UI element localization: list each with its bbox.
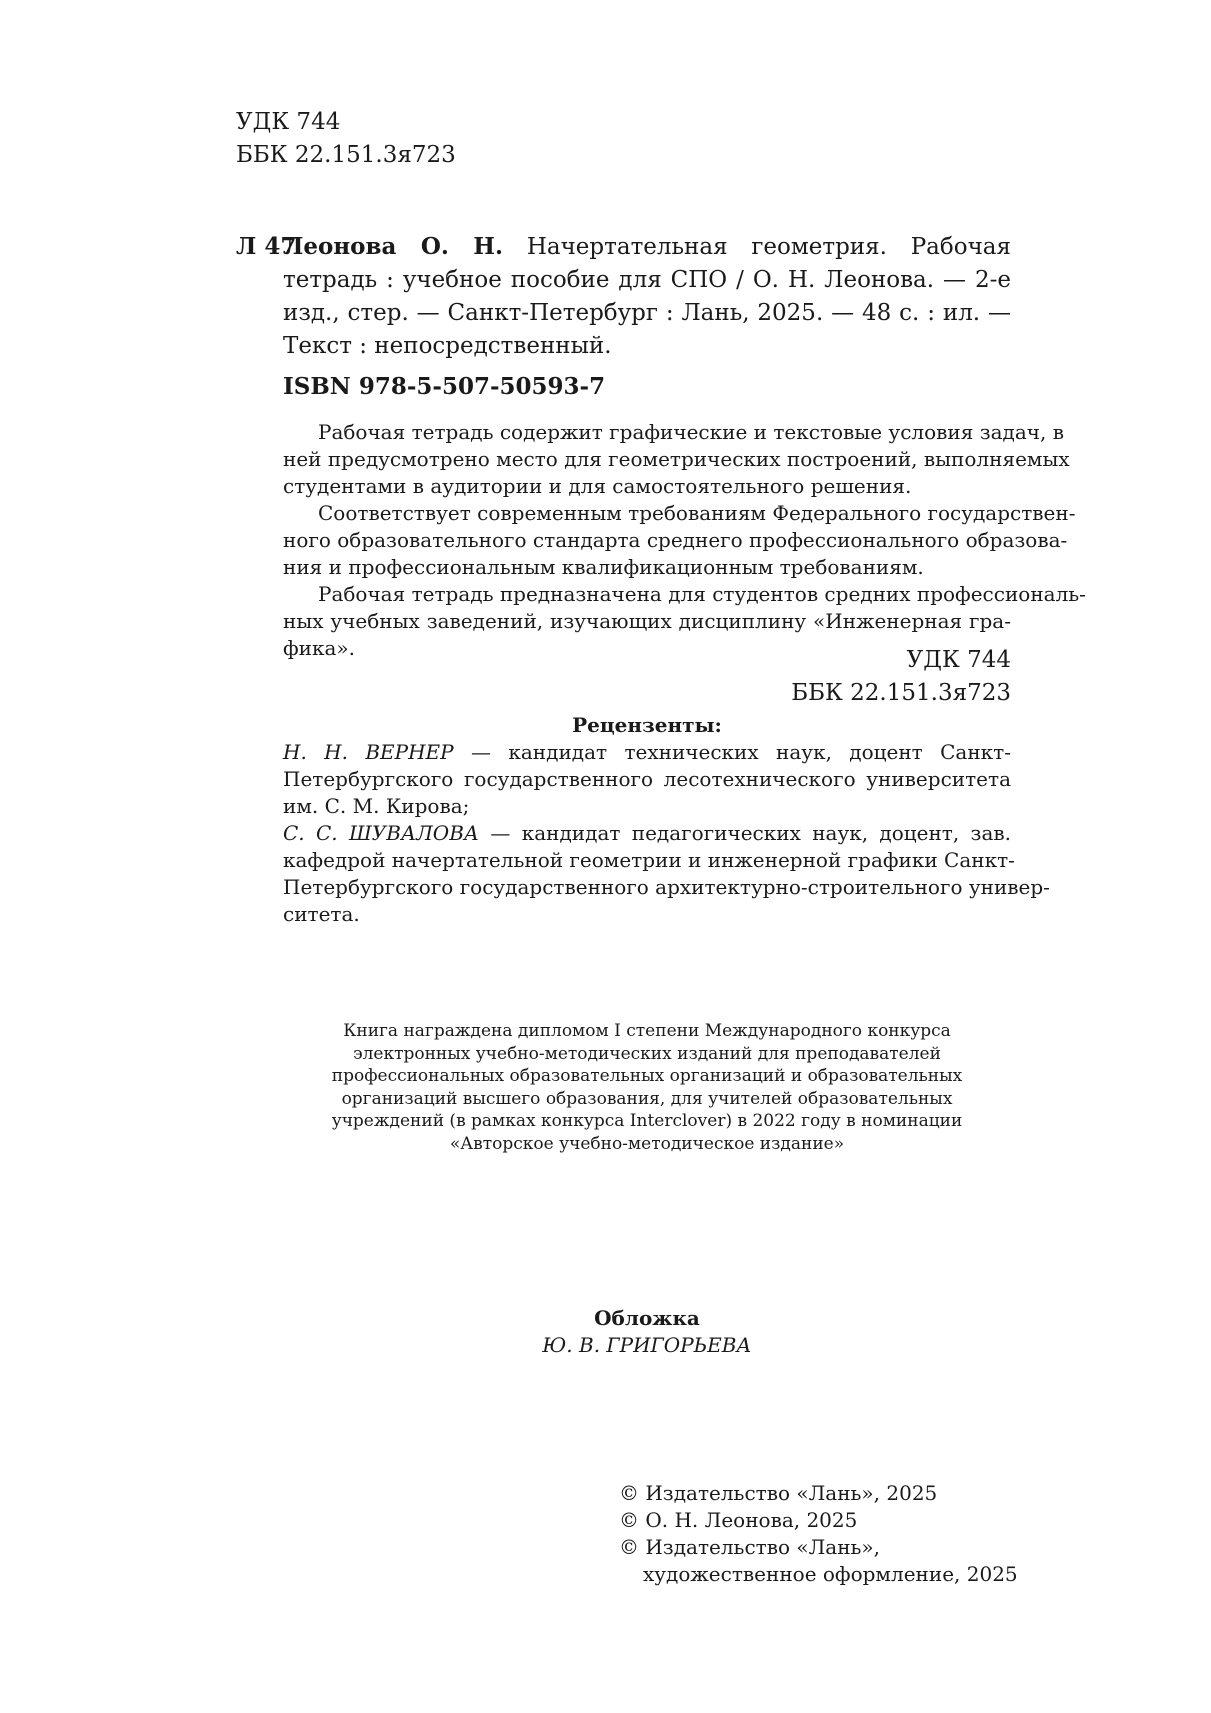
reviewers-title: Рецензенты: — [572, 713, 722, 737]
annotation-line: ных учебных заведений, изучающих дисциплину «Инженерная гра- — [283, 609, 1011, 633]
award-line: «Авторское учебно-методическое издание» — [449, 1133, 845, 1154]
annotation-line: Соответствует современным требованиям Федерального государствен- — [318, 501, 1076, 525]
annotation-line: ного образовательного стандарта среднего профессионального образова- — [283, 528, 1068, 552]
annotation-line: Рабочая тетрадь предназначена для студентов средних профессиональ- — [318, 582, 1086, 606]
award-note — [283, 1020, 1011, 1155]
biblio-first-line — [236, 230, 1011, 264]
reviewer-line: Н. Н. ВЕРНЕР — кандидат технических наук, доцент Санкт- — [283, 740, 1011, 764]
reviewer-name: Н. Н. ВЕРНЕР — [283, 740, 454, 764]
copyright-line: © Издательство «Лань», 2025 — [619, 1481, 938, 1505]
copyright-line: © О. Н. Леонова, 2025 — [619, 1508, 858, 1532]
bbk-code: ББК 22.151.3я723 — [791, 680, 1011, 706]
award-line: электронных учебно-методических изданий для преподавателей — [353, 1043, 941, 1064]
cover-credit — [283, 1305, 1011, 1359]
annotation-line: студентами в аудитории и для самостоятельного решения. — [283, 474, 912, 498]
cover-title: Обложка — [594, 1306, 700, 1330]
udk-bbk-bottom — [600, 644, 1011, 710]
isbn: ISBN 978-5-507-50593-7 — [283, 373, 606, 400]
cover-designer: Ю. В. ГРИГОРЬЕВА — [542, 1333, 752, 1357]
reviewer-line: Петербургского государственного лесотехнического университета — [283, 767, 1011, 791]
copyright-block — [619, 1480, 1018, 1588]
author-mark: Л 47 — [236, 233, 297, 260]
copyright-line: © Издательство «Лань», — [619, 1535, 881, 1559]
reviewer-name: С. С. ШУВАЛОВА — [283, 821, 480, 845]
award-line: Книга награждена дипломом I степени Международного конкурса — [343, 1021, 951, 1041]
copyright-line: художественное оформление, 2025 — [643, 1562, 1018, 1586]
annotation — [283, 419, 1086, 662]
bbk-code: ББК 22.151.3я723 — [236, 142, 456, 168]
biblio-line: тетрадь : учебное пособие для СПО / О. Н. Леонова. — 2-е — [283, 267, 1011, 293]
reviewers-block — [283, 712, 1050, 928]
reviewer-line: Петербургского государственного архитектурно-строительного универ- — [283, 875, 1050, 899]
biblio-line: изд., стер. — Санкт-Петербург : Лань, 2025. — 48 с. : ил. — — [283, 300, 1011, 326]
udk-code: УДК 744 — [236, 109, 341, 135]
bibliographic-record — [236, 230, 1011, 363]
reviewer-line: им. С. М. Кирова; — [283, 794, 470, 818]
biblio-line: Текст : непосредственный. — [283, 333, 612, 359]
annotation-line: Рабочая тетрадь содержит графические и текстовые условия задач, в — [318, 420, 1064, 444]
annotation-line: фика». — [283, 636, 356, 660]
reviewer-line: ситета. — [283, 902, 360, 926]
award-line: профессиональных образовательных организаций и образовательных — [331, 1066, 963, 1086]
reviewer-line: кафедрой начертательной геометрии и инженерной графики Санкт- — [283, 848, 1015, 872]
book-title: Начертательная геометрия. Рабочая — [526, 234, 1012, 260]
annotation-line: ния и профессиональным квалификационным требованиям. — [283, 555, 924, 579]
author-name: Леонова О. Н. — [283, 233, 504, 260]
award-line: учреждений (в рамках конкурса Interclover) в 2022 году в номинации — [331, 1111, 963, 1131]
award-line: организаций высшего образования, для учителей образовательных — [341, 1088, 953, 1109]
udk-bbk-top — [236, 106, 456, 172]
annotation-line: ней предусмотрено место для геометрических построений, выполняемых — [283, 447, 1070, 471]
udk-code: УДК 744 — [906, 647, 1011, 673]
reviewer-line: С. С. ШУВАЛОВА — кандидат педагогических наук, доцент, зав. — [283, 821, 1011, 845]
